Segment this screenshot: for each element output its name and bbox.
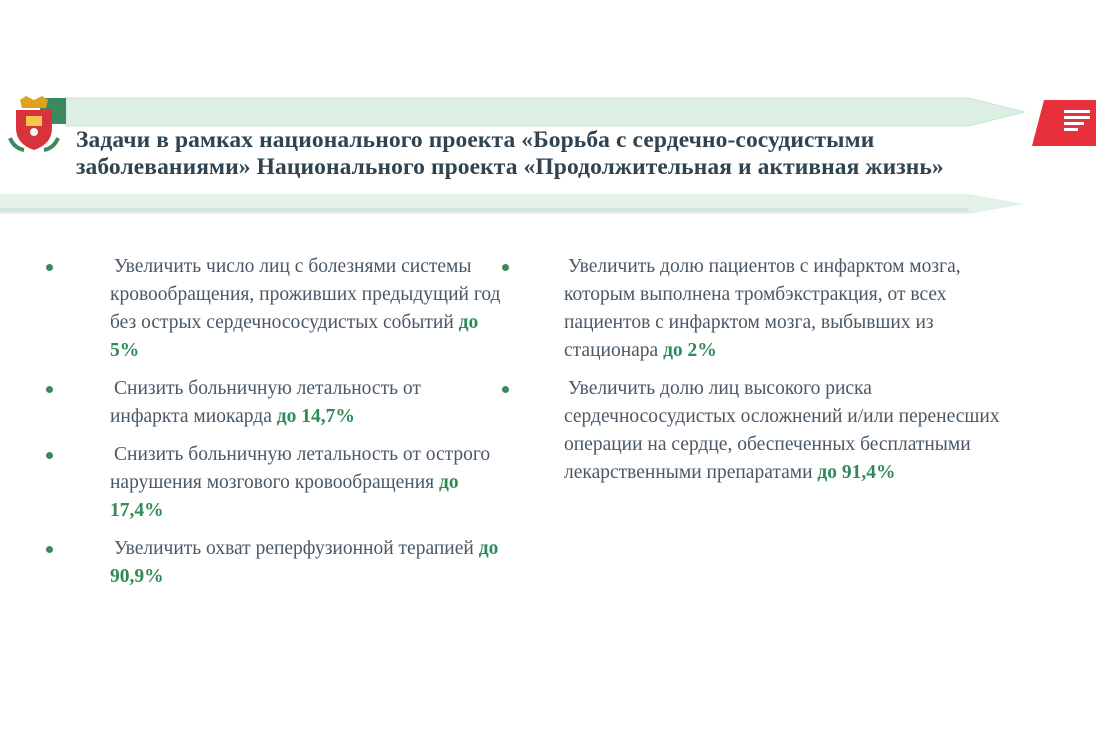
task-target-value: до 14,7%	[276, 406, 355, 427]
task-target-value: до 17,4%	[110, 472, 459, 521]
national-projects-logo-icon	[1030, 94, 1098, 154]
bullet-icon	[46, 546, 53, 553]
page-title: Задачи в рамках национального проекта «Борьба с сердечно-сосудистыми заболеваниями» Национального проекта «Продолжительная и активная жизнь»	[76, 127, 944, 180]
list-item	[44, 253, 504, 365]
list-item	[44, 441, 504, 525]
bullet-icon	[502, 386, 509, 393]
tasks-left-column	[44, 253, 504, 601]
bullet-icon	[46, 386, 53, 393]
list-item	[44, 375, 504, 431]
bullet-icon	[46, 264, 53, 271]
task-text: Снизить больничную летальность от острого нарушения мозгового кровообращения	[110, 444, 491, 493]
task-text: Увеличить охват реперфузионной терапией	[114, 538, 479, 559]
task-text: Увеличить число лиц с болезнями системы кровообращения, проживших предыдущий год без острых сердечнососудистых событий	[110, 256, 501, 333]
list-item	[44, 535, 504, 591]
task-target-value: до 90,9%	[110, 538, 499, 587]
task-target-value: до 5%	[110, 312, 479, 361]
task-text: Снизить больничную летальность от инфаркта миокарда	[110, 378, 421, 427]
list-item	[500, 253, 1020, 365]
task-target-value: до 2%	[663, 340, 717, 361]
coat-of-arms-icon	[6, 94, 62, 154]
tasks-right-column	[500, 253, 1020, 497]
task-text: Увеличить долю лиц высокого риска сердечнососудистых осложнений и/или перенесших операции на сердце, обеспеченных бесплатными лекарственными препаратами	[564, 378, 1000, 483]
task-text: Увеличить долю пациентов с инфарктом мозга, которым выполнена тромбэкстракция, от всех пациентов с инфарктом мозга, выбывших из стационара	[564, 256, 961, 361]
list-item	[500, 375, 1020, 487]
task-target-value: до 91,4%	[817, 462, 896, 483]
bullet-icon	[46, 452, 53, 459]
bullet-icon	[502, 264, 509, 271]
